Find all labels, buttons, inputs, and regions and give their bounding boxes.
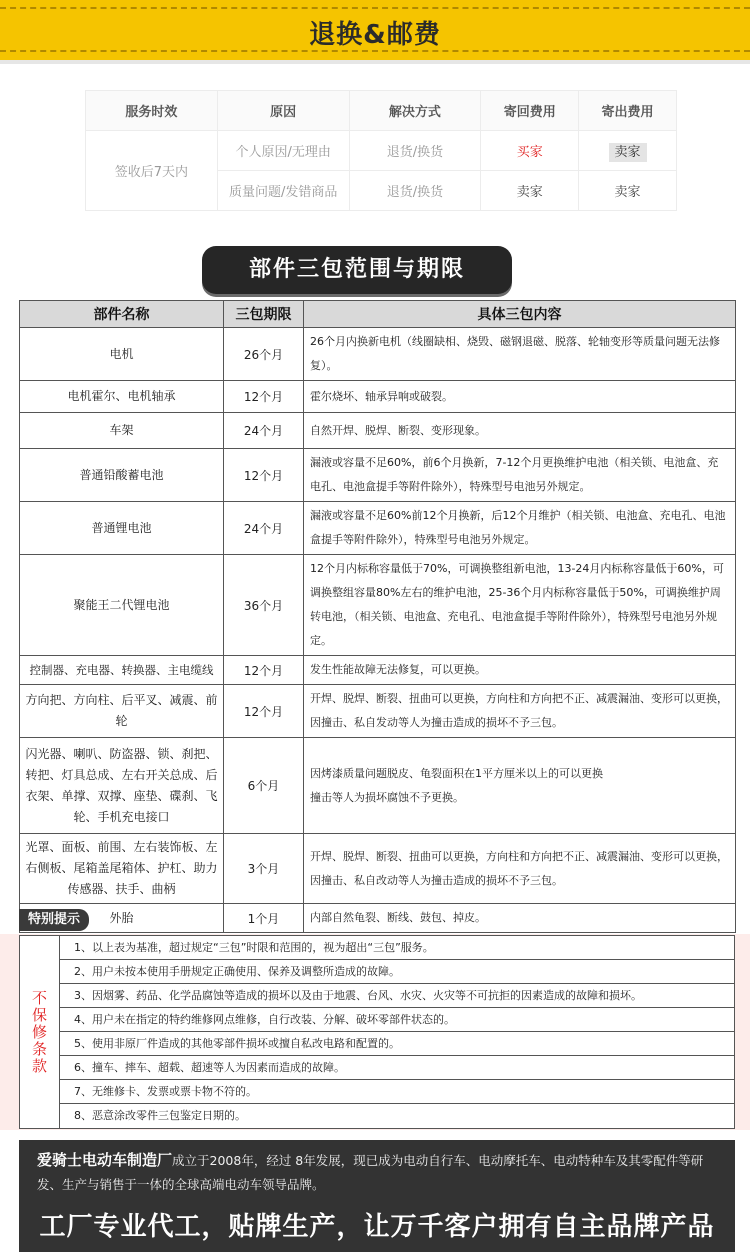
part-period: 36个月 xyxy=(224,555,304,656)
special-tips-tag: 特别提示 xyxy=(19,909,89,931)
table-row xyxy=(20,656,736,685)
part-detail: 26个月内换新电机（线圈缺相、烧毁、磁钢退磁、脱落、轮轴变形等质量问题无法修复）。 xyxy=(304,328,736,381)
list-item: 6、撞车、摔车、超载、超速等人为因素而造成的故障。 xyxy=(60,1056,734,1080)
part-period: 26个月 xyxy=(224,328,304,381)
part-detail: 自然开焊、脱焊、断裂、变形现象。 xyxy=(304,413,736,449)
part-name: 普通铅酸蓄电池 xyxy=(20,449,224,502)
part-period: 24个月 xyxy=(224,502,304,555)
part-name: 闪光器、喇叭、防盗器、锁、刹把、转把、灯具总成、左右开关总成、后衣架、单撑、双撑、座垫、碟刹、飞轮、手机充电接口 xyxy=(20,738,224,834)
part-period: 24个月 xyxy=(224,413,304,449)
part-detail: 漏液或容量不足60%前12个月换新，后12个月维护（相关锁、电池盒、充电孔、电池盒提手等附件除外），特殊型号电池另外规定。 xyxy=(304,502,736,555)
part-detail: 霍尔烧坏、轴承异响或破裂。 xyxy=(304,381,736,413)
list-item: 4、用户未在指定的特约维修网点维修，自行改装、分解、破坏零部件状态的。 xyxy=(60,1008,734,1032)
send-fee xyxy=(579,131,677,171)
header-part-name: 部件名称 xyxy=(20,301,224,328)
banner-stitch-top xyxy=(0,7,750,9)
warranty-table-header xyxy=(20,301,736,328)
send-fee-chip: 卖家 xyxy=(609,143,647,162)
warranty-table xyxy=(19,300,736,933)
part-name: 外胎 xyxy=(20,904,224,933)
header-return-fee: 寄回费用 xyxy=(481,91,579,131)
part-detail: 内部自然龟裂、断线、鼓包、掉皮。 xyxy=(304,904,736,933)
part-name: 控制器、充电器、转换器、主电缆线 xyxy=(20,656,224,685)
send-fee: 卖家 xyxy=(579,171,677,211)
exclusions-table xyxy=(19,935,735,1129)
part-period: 3个月 xyxy=(224,834,304,904)
list-item: 2、用户未按本使用手册规定正确使用、保养及调整所造成的故障。 xyxy=(60,960,734,984)
part-period: 1个月 xyxy=(224,904,304,933)
part-name: 电机霍尔、电机轴承 xyxy=(20,381,224,413)
table-row xyxy=(20,555,736,656)
return-fee: 买家 xyxy=(481,131,579,171)
warranty-section-title: 部件三包范围与期限 xyxy=(202,246,512,294)
header-send-fee: 寄出费用 xyxy=(579,91,677,131)
part-name: 电机 xyxy=(20,328,224,381)
company-intro-text: 成立于2008年，经过 8年发展，现已成为电动自行车、电动摩托车、电动特种车及其零配件等研发、生产与销售于一体的全球高端电动车领导品牌。 xyxy=(37,1153,704,1192)
table-row xyxy=(86,131,677,171)
table-row xyxy=(20,904,736,933)
solution: 退货/换货 xyxy=(349,131,481,171)
company-intro xyxy=(37,1148,723,1197)
table-row xyxy=(20,834,736,904)
list-item: 8、恶意涂改零件三包鉴定日期的。 xyxy=(74,1109,246,1122)
reason: 质量问题/发错商品 xyxy=(217,171,349,211)
header-warranty-detail: 具体三包内容 xyxy=(304,301,736,328)
reason: 个人原因/无理由 xyxy=(217,131,349,171)
part-period: 12个月 xyxy=(224,685,304,738)
header-warranty-period: 三包期限 xyxy=(224,301,304,328)
table-row xyxy=(20,328,736,381)
banner-title: 退换&邮费 xyxy=(309,20,441,50)
return-fee: 卖家 xyxy=(481,171,579,211)
part-name: 方向把、方向柱、后平叉、减震、前轮 xyxy=(20,685,224,738)
part-detail: 因烤漆质量问题脱皮、龟裂面积在1平方厘米以上的可以更换 撞击等人为损坏腐蚀不予更换。 xyxy=(304,738,736,834)
part-name: 光罩、面板、前围、左右装饰板、左右侧板、尾箱盖尾箱体、护杠、助力传感器、扶手、曲柄 xyxy=(20,834,224,904)
part-period: 6个月 xyxy=(224,738,304,834)
table-row xyxy=(20,413,736,449)
table-row xyxy=(20,738,736,834)
solution: 退货/换货 xyxy=(349,171,481,211)
part-detail: 开焊、脱焊、断裂、扭曲可以更换，方向柱和方向把不正、减震漏油、变形可以更换，因撞击、私自改动等人为撞击造成的损坏不予三包。 xyxy=(304,834,736,904)
return-fee-table xyxy=(85,90,677,211)
header-solution: 解决方式 xyxy=(349,91,481,131)
table-row xyxy=(20,381,736,413)
header-banner xyxy=(0,0,750,60)
return-table-header xyxy=(86,91,677,131)
part-period: 12个月 xyxy=(224,381,304,413)
part-detail: 开焊、脱焊、断裂、扭曲可以更换，方向柱和方向把不正、减震漏油、变形可以更换，因撞击、私自发动等人为撞击造成的损坏不予三包。 xyxy=(304,685,736,738)
list-item: 7、无维修卡、发票或票卡物不符的。 xyxy=(60,1080,734,1104)
company-slogan: 工厂专业代工，贴牌生产，让万千客户拥有自主品牌产品 xyxy=(39,1212,715,1242)
exclusions-label-text: 不保修条款 xyxy=(30,989,48,1075)
table-row xyxy=(20,502,736,555)
banner-divider xyxy=(0,60,750,64)
part-period: 12个月 xyxy=(224,656,304,685)
part-period: 12个月 xyxy=(224,449,304,502)
company-footer xyxy=(19,1140,735,1252)
exclusions-list xyxy=(60,936,734,1128)
header-reason: 原因 xyxy=(217,91,349,131)
part-name: 聚能王二代锂电池 xyxy=(20,555,224,656)
company-brand: 爱骑士电动车制造厂 xyxy=(37,1151,173,1169)
header-service-period: 服务时效 xyxy=(86,91,218,131)
list-item: 5、使用非原厂件造成的其他零部件损坏或擅自私改电路和配置的。 xyxy=(60,1032,734,1056)
list-item: 1、以上表为基准，超过规定“三包”时限和范围的，视为超出“三包”服务。 xyxy=(60,936,734,960)
part-detail: 12个月内标称容量低于70%，可调换整组新电池，13-24月内标称容量低于60%，可调换整组容量80%左右的维护电池，25-36个月内标称容量低于50%，可调换维护周转电池，（相关锁、电池盒、充电孔、电池盒提手等附件除外），特殊型号电池另外规定。 xyxy=(304,555,736,656)
table-row xyxy=(20,685,736,738)
part-name: 普通锂电池 xyxy=(20,502,224,555)
part-detail: 漏液或容量不足60%，前6个月换新，7-12个月更换维护电池（相关锁、电池盒、充电孔、电池盒提手等附件除外），特殊型号电池另外规定。 xyxy=(304,449,736,502)
table-row xyxy=(20,449,736,502)
part-detail: 发生性能故障无法修复，可以更换。 xyxy=(304,656,736,685)
list-item: 3、因烟雾、药品、化学品腐蚀等造成的损坏以及由于地震、台风、水灾、火灾等不可抗拒的因素造成的故障和损坏。 xyxy=(60,984,734,1008)
exclusions-label xyxy=(20,936,60,1128)
part-name: 车架 xyxy=(20,413,224,449)
service-period: 签收后7天内 xyxy=(86,131,218,211)
